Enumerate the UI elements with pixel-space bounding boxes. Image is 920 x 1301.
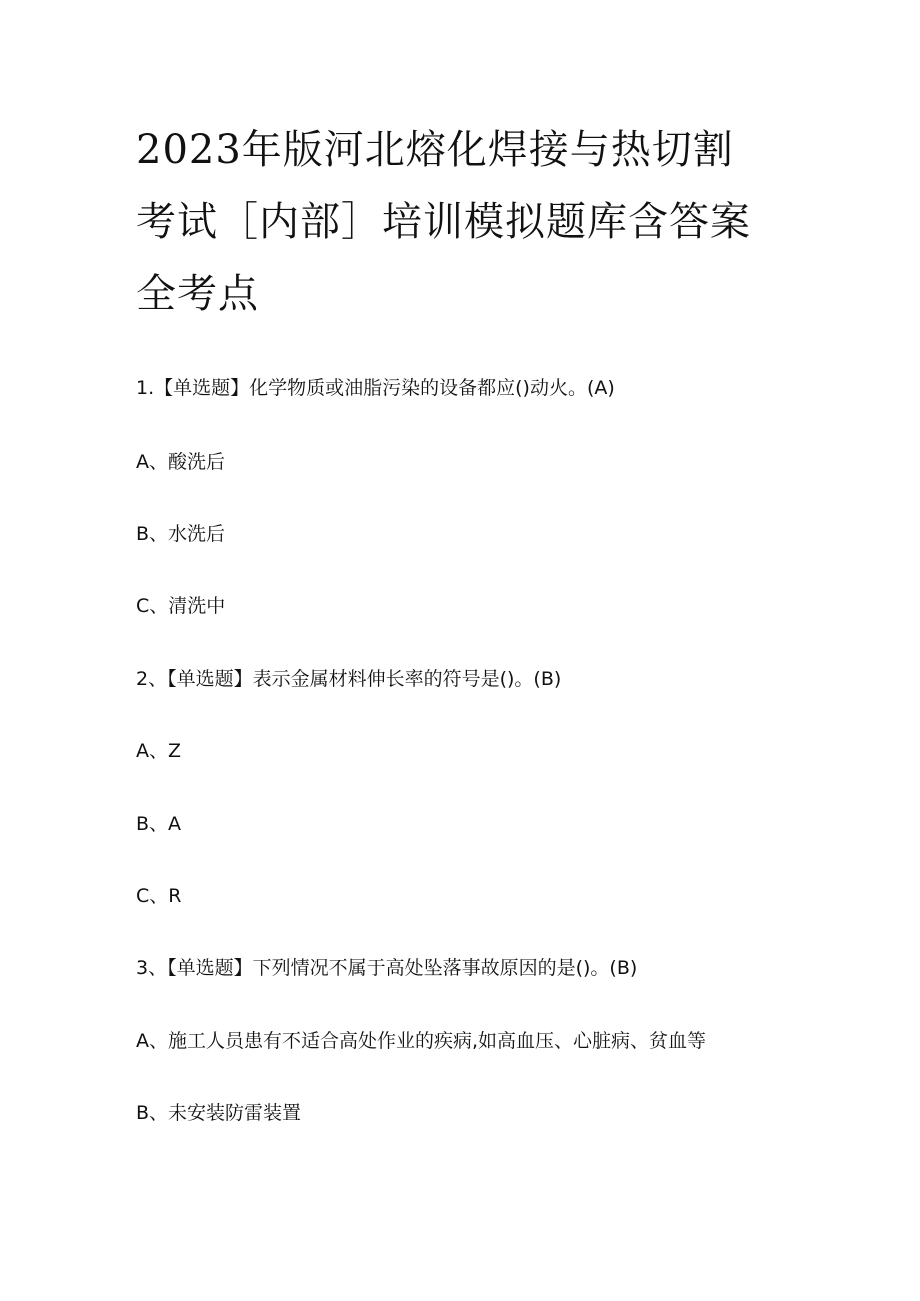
- question-2-option-c: C、R: [136, 885, 182, 907]
- title-line-3: 全考点: [136, 271, 259, 317]
- title-line-1: 2023年版河北熔化焊接与热切割: [136, 127, 734, 173]
- question-3-stem: 3、【单选题】下列情况不属于高处坠落事故原因的是()。(B): [136, 957, 638, 979]
- question-2-stem: 2、【单选题】表示金属材料伸长率的符号是()。(B): [136, 668, 562, 690]
- title-line-2: 考试［内部］培训模拟题库含答案: [136, 199, 751, 245]
- question-1-option-b: B、水洗后: [136, 523, 226, 545]
- question-2-option-b: B、A: [136, 813, 182, 835]
- question-2-option-a: A、Z: [136, 740, 182, 762]
- question-1-option-c: C、清洗中: [136, 595, 226, 617]
- question-1-option-a: A、酸洗后: [136, 451, 225, 473]
- question-3-option-a: A、施工人员患有不适合高处作业的疾病,如高血压、心脏病、贫血等: [136, 1030, 707, 1052]
- question-1-stem: 1.【单选题】化学物质或油脂污染的设备都应()动火。(A): [136, 377, 615, 399]
- document-title: [136, 114, 796, 330]
- question-3-option-b: B、未安装防雷装置: [136, 1102, 302, 1124]
